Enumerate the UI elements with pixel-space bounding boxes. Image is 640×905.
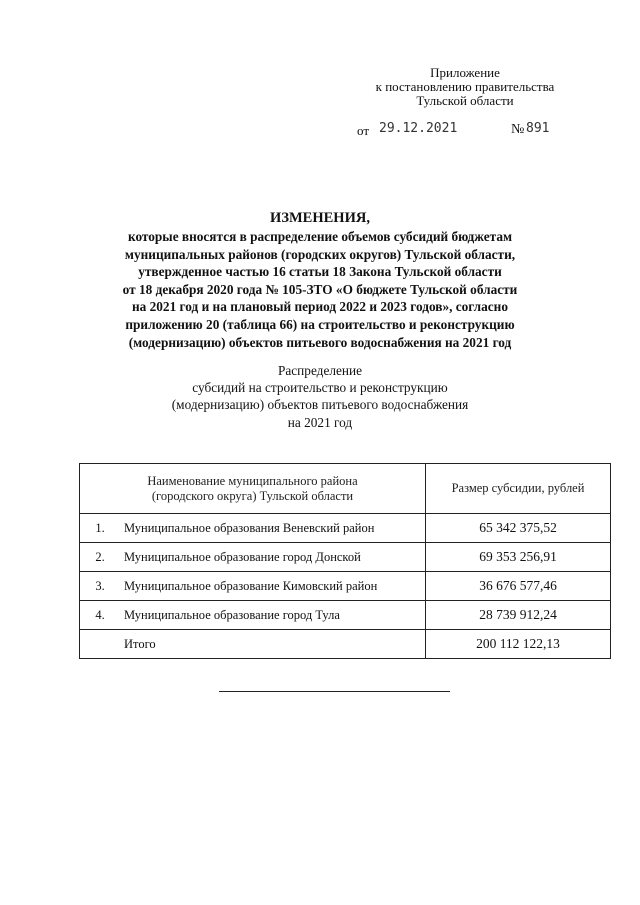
- table-row: [80, 514, 611, 543]
- distribution-line: субсидий на строительство и реконструкцию: [192, 380, 448, 396]
- table-total-row: [80, 630, 611, 659]
- subtitle-line: которые вносятся в распределение объемов субсидий бюджетам: [127, 229, 513, 244]
- decree-number: 891: [526, 121, 550, 136]
- table-row: [80, 601, 611, 630]
- from-label: от: [357, 123, 370, 138]
- row-number: 4.: [80, 601, 121, 630]
- appendix-line: Тульской области: [416, 93, 514, 108]
- subsidy-table: [79, 463, 611, 659]
- header-name-line: Наименование муниципального района: [147, 473, 358, 488]
- row-value: 28 739 912,24: [426, 601, 611, 630]
- appendix-line: Приложение: [430, 65, 500, 80]
- row-value: 65 342 375,52: [426, 514, 611, 543]
- header-size-cell: Размер субсидии, рублей: [426, 464, 611, 514]
- distribution-line: (модернизацию) объектов питьевого водоснабжения: [171, 397, 469, 413]
- table-row: [80, 572, 611, 601]
- row-number: 3.: [80, 572, 121, 601]
- document-subtitle: [60, 228, 580, 351]
- table-header-row: [80, 464, 611, 514]
- subtitle-line: утвержденное частью 16 статьи 18 Закона Тульской области: [138, 264, 502, 280]
- row-number: 2.: [80, 543, 121, 572]
- distribution-heading: [60, 362, 580, 431]
- row-name: Муниципальное образование город Донской: [120, 543, 426, 572]
- distribution-line: Распределение: [277, 363, 363, 378]
- total-number-cell: [80, 630, 121, 659]
- subtitle-line: приложению 20 (таблица 66) на строительство и реконструкцию: [125, 316, 515, 332]
- row-value: 69 353 256,91: [426, 543, 611, 572]
- total-label: Итого: [120, 630, 426, 659]
- row-number: 1.: [80, 514, 121, 543]
- subtitle-line: на 2021 год и на плановый период 2022 и 2023 годов», согласно: [132, 299, 508, 315]
- appendix-header: [330, 66, 600, 108]
- appendix-line: к постановлению правительства: [375, 79, 555, 94]
- decree-reference: [357, 121, 577, 139]
- closing-divider: [219, 691, 450, 692]
- document-title: ИЗМЕНЕНИЯ,: [270, 210, 370, 226]
- header-name-line: (городского округа) Тульской области: [151, 488, 354, 503]
- distribution-line: на 2021 год: [287, 414, 353, 430]
- total-value: 200 112 122,13: [426, 630, 611, 659]
- number-sign: №: [511, 122, 525, 137]
- decree-date: 29.12.2021: [379, 121, 458, 136]
- subtitle-line: муниципальных районов (городских округов) Тульской области,: [124, 246, 516, 262]
- row-name: Муниципальное образования Веневский район: [120, 514, 426, 543]
- subtitle-line: (модернизацию) объектов питьевого водоснабжения на 2021 год: [128, 334, 512, 350]
- header-name-cell: [80, 464, 426, 514]
- row-name: Муниципальное образование город Тула: [120, 601, 426, 630]
- table-row: [80, 543, 611, 572]
- row-value: 36 676 577,46: [426, 572, 611, 601]
- subtitle-line: от 18 декабря 2020 года № 105-ЗТО «О бюджете Тульской области: [122, 281, 518, 297]
- row-name: Муниципальное образование Кимовский район: [120, 572, 426, 601]
